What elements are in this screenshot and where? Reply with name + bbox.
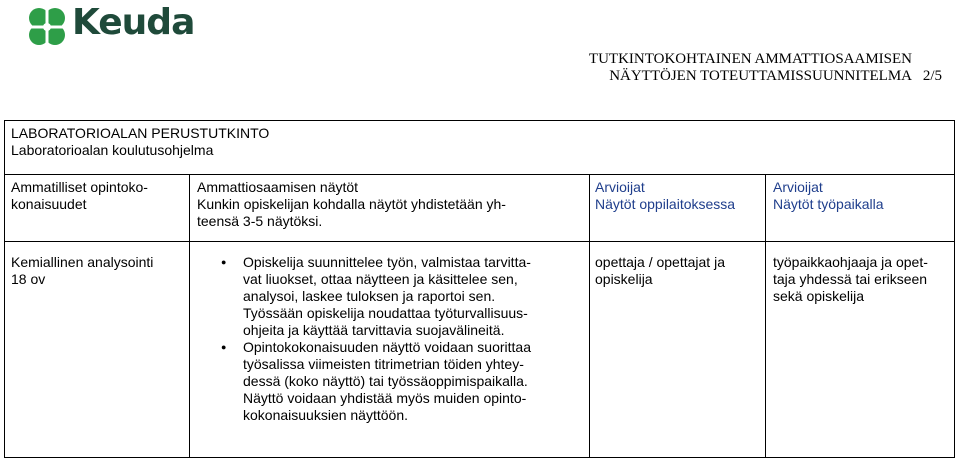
school-assessors-value: opettaja / opettajat ja opiskelija <box>595 254 725 287</box>
column-header-units: Ammatilliset opintoko- konaisuudet <box>11 179 148 212</box>
program-subtitle: Laboratorioalan koulutusohjelma <box>11 142 214 158</box>
column-divider <box>765 174 766 457</box>
column-header-workplace-assessors: Arvioijat Näytöt työpaikalla <box>773 179 884 212</box>
column-header-demonstrations: Ammattiosaamisen näytöt Kunkin opiskelijan kohdalla näytöt yhdistetään yh- teensä 3-5 näytöksi. <box>197 179 506 229</box>
keuda-logo <box>22 2 195 56</box>
header-line-2: NÄYTTÖJEN TOTEUTTAMISSUUNNITELMA <box>609 68 912 84</box>
program-title: LABORATORIOALAN PERUSTUTKINTO <box>11 125 270 141</box>
list-item: ● Opintokokonaisuuden näyttö voidaan suorittaa työsalissa viimeisten titrimetrian töiden yhtey- dessä (koko näyttö) tai työssäoppimispaikalla. Näyttö voidaan yhdistää myös muiden opinto- kokonaisuuksien näyttöön. <box>221 339 581 424</box>
clover-logo-icon <box>26 6 68 48</box>
table-divider <box>5 174 954 175</box>
logo-wordmark: Keuda <box>72 2 195 43</box>
document-header <box>588 51 942 85</box>
header-line-1: TUTKINTOKOHTAINEN AMMATTIOSAAMISEN <box>588 51 912 67</box>
plan-table <box>4 120 955 458</box>
workplace-assessors-value: työpaikkaohjaaja ja opet- taja yhdessä tai erikseen sekä opiskelija <box>773 254 928 304</box>
unit-name: Kemiallinen analysointi 18 ov <box>11 254 154 287</box>
demonstration-description <box>221 254 581 424</box>
program-heading <box>11 125 269 159</box>
list-item: ● Opiskelija suunnittelee työn, valmistaa tarvitta- vat liuokset, ottaa näytteen ja käsittelee sen, analysoi, laskee tuloksen ja raportoi sen. Työssään opiskelija noudattaa työturvallisuus- ohjeita ja käyttää tarvittavia suojavälineitä. <box>221 254 581 339</box>
column-divider <box>189 174 190 457</box>
page-number: 2/5 <box>922 68 942 84</box>
column-divider <box>589 174 590 457</box>
column-header-school-assessors: Arvioijat Näytöt oppilaitoksessa <box>595 179 736 212</box>
table-divider <box>5 241 954 242</box>
